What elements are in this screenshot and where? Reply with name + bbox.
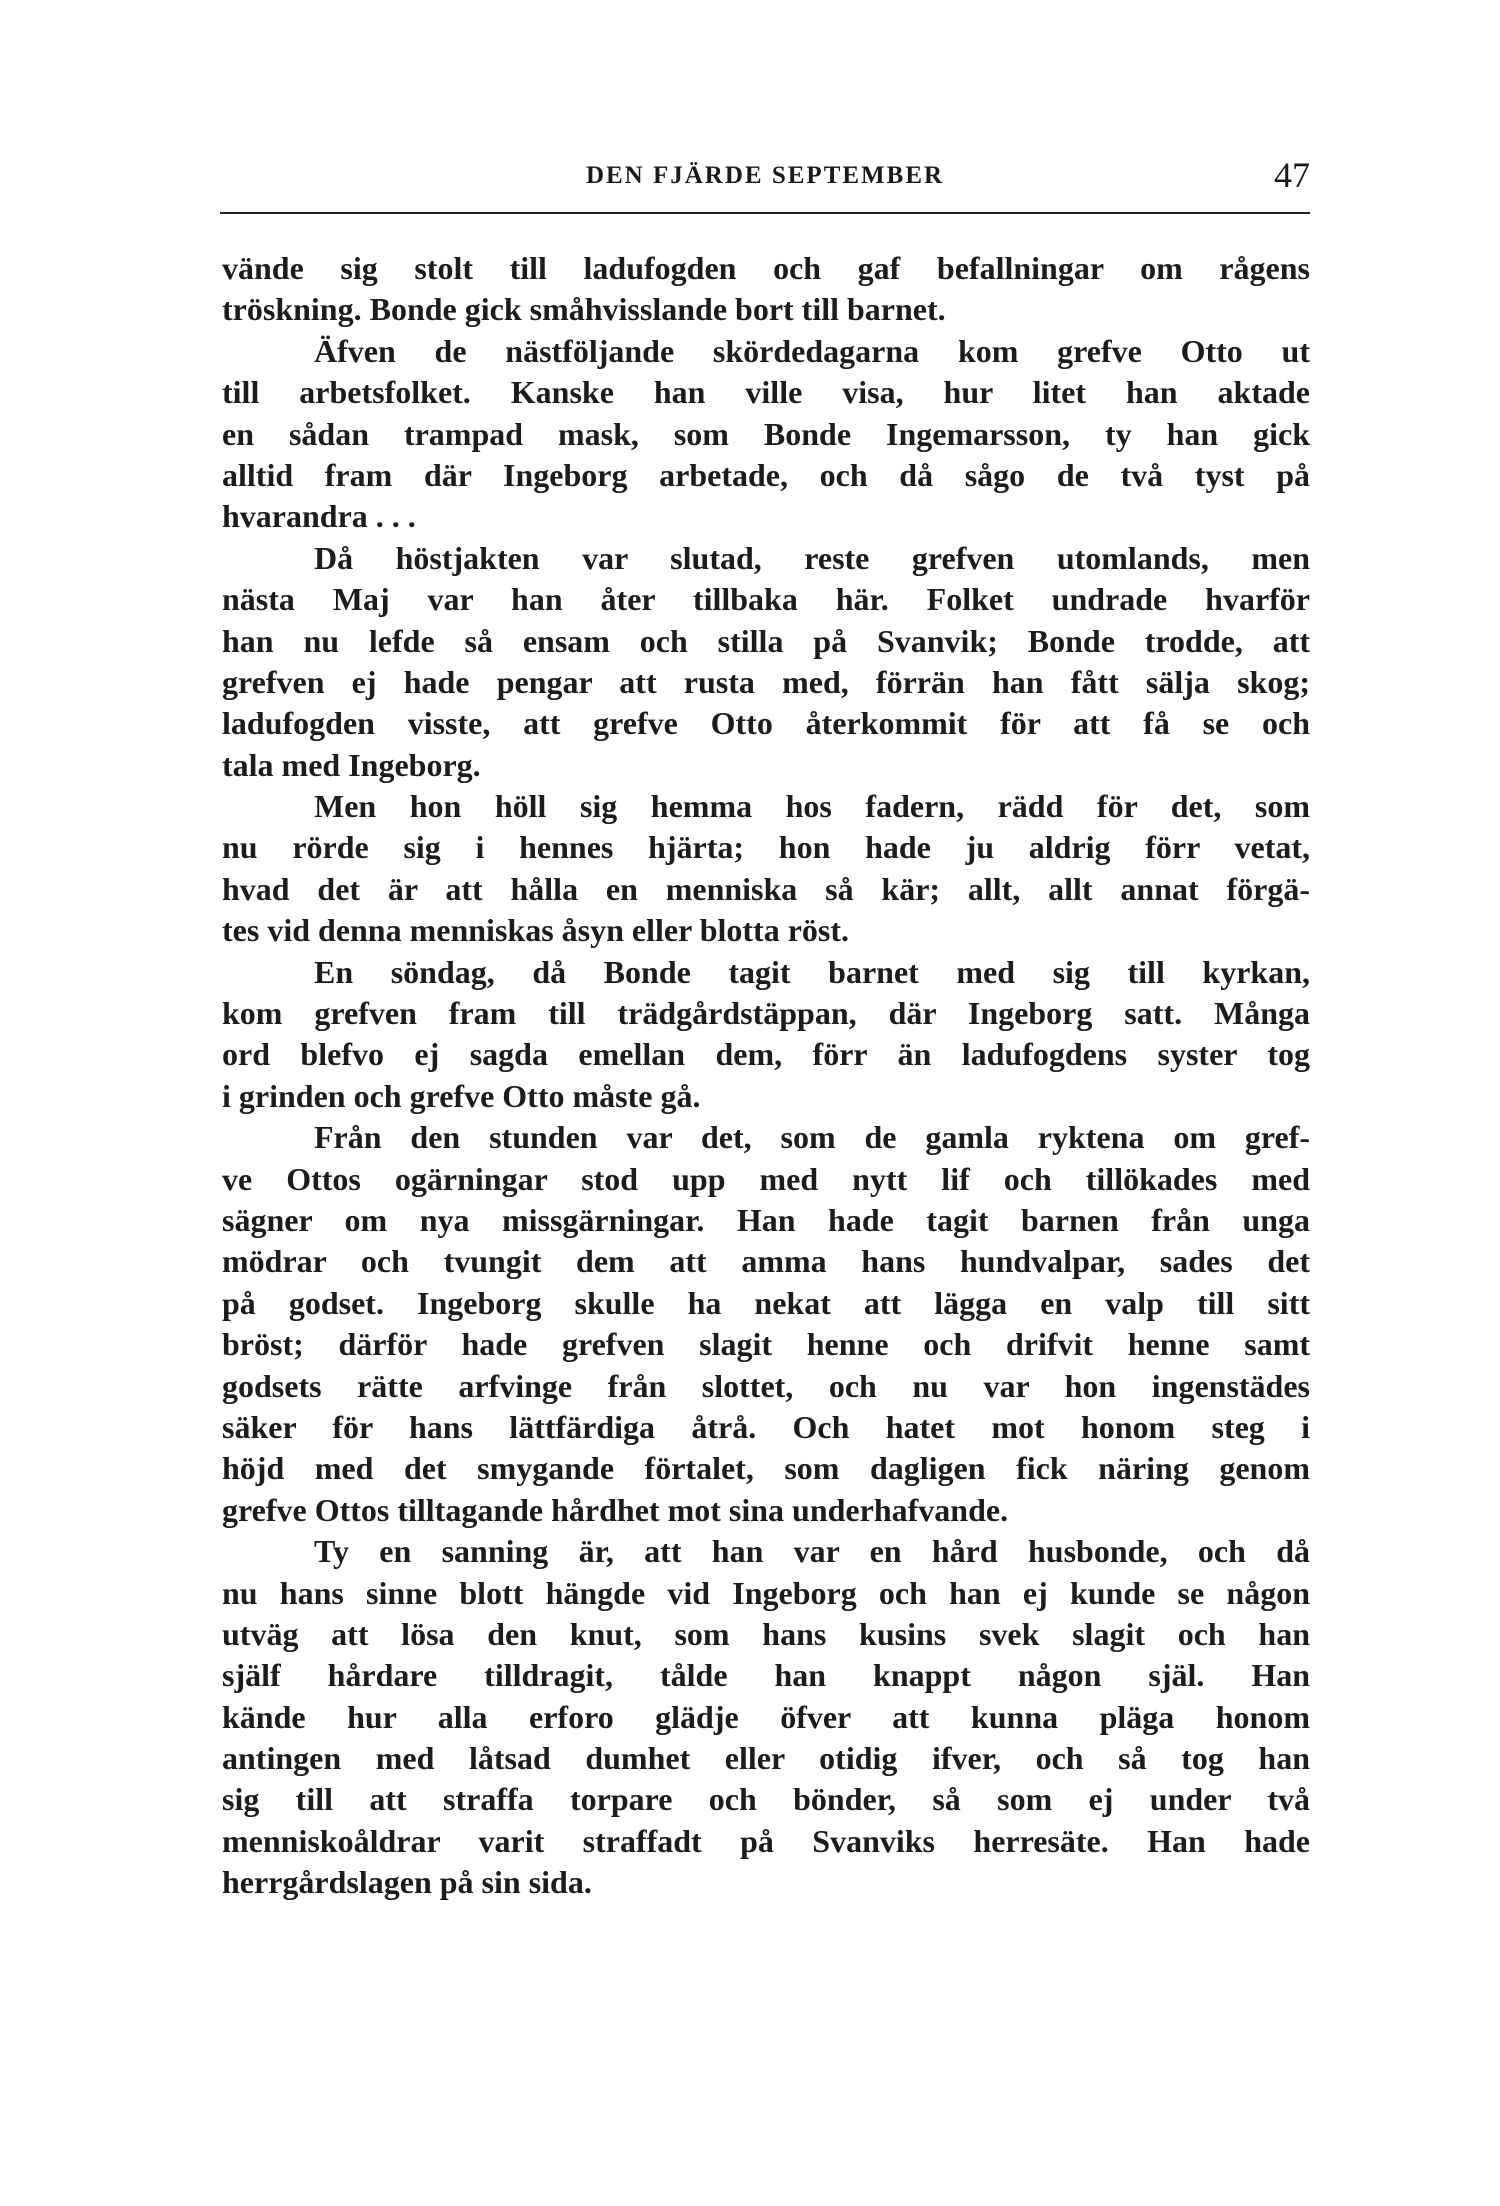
text-line: nu rörde sig i hennes hjärta; hon hade ju aldrig förr vetat, — [222, 829, 1310, 866]
text-line: bröst; därför hade grefven slagit henne och drifvit henne samt — [222, 1326, 1310, 1363]
text-line: En söndag, då Bonde tagit barnet med sig till kyrkan, — [314, 953, 1310, 990]
header-rule — [220, 212, 1310, 214]
text-line: tala med Ingeborg. — [222, 746, 481, 783]
text-line: kom grefven fram till trädgårdstäppan, där Ingeborg satt. Många — [222, 995, 1310, 1032]
text-line: en sådan trampad mask, som Bonde Ingemarsson, ty han gick — [222, 415, 1310, 452]
text-line: Men hon höll sig hemma hos fadern, rädd för det, som — [314, 788, 1310, 825]
text-line: hvad det är att hålla en menniska så kär; allt, allt annat förgä- — [222, 870, 1310, 907]
text-line: säker för hans lättfärdiga åtrå. Och hatet mot honom steg i — [222, 1408, 1310, 1445]
text-line: mödrar och tvungit dem att amma hans hundvalpar, sades det — [222, 1243, 1310, 1280]
text-line: i grinden och grefve Otto måste gå. — [222, 1077, 701, 1114]
text-line: Då höstjakten var slutad, reste grefven utomlands, men — [314, 539, 1310, 576]
text-line: grefven ej hade pengar att rusta med, förrän han fått sälja skog; — [222, 663, 1310, 700]
text-line: hvarandra . . . — [222, 498, 416, 535]
text-line: utväg att lösa den knut, som hans kusins svek slagit och han — [222, 1615, 1310, 1652]
text-line: alltid fram där Ingeborg arbetade, och då sågo de två tyst på — [222, 456, 1310, 493]
text-line: sig till att straffa torpare och bönder, så som ej under två — [222, 1781, 1310, 1818]
page-header — [220, 150, 1310, 210]
text-line: herrgårdslagen på sin sida. — [222, 1864, 592, 1901]
text-line: tes vid denna menniskas åsyn eller blotta röst. — [222, 912, 850, 949]
text-line: kände hur alla erforo glädje öfver att kunna pläga honom — [222, 1698, 1310, 1735]
text-line: ord blefvo ej sagda emellan dem, förr än ladufogdens syster tog — [222, 1036, 1310, 1073]
page-number: 47 — [1274, 155, 1310, 195]
text-line: nästa Maj var han åter tillbaka här. Folket undrade hvarför — [222, 581, 1310, 618]
text-line: han nu lefde så ensam och stilla på Svanvik; Bonde trodde, att — [222, 622, 1310, 659]
text-line: menniskoåldrar varit straffadt på Svanviks herresäte. Han hade — [222, 1822, 1310, 1859]
text-line: tröskning. Bonde gick småhvisslande bort till barnet. — [222, 291, 946, 328]
body-text — [222, 248, 1310, 1904]
text-line: grefve Ottos tilltagande hårdhet mot sina underhafvande. — [222, 1491, 1009, 1528]
text-line: Ty en sanning är, att han var en hård husbonde, och då — [314, 1533, 1310, 1570]
text-line: ladufogden visste, att grefve Otto återkommit för att få se och — [222, 705, 1310, 742]
text-line: ve Ottos ogärningar stod upp med nytt lif och tillökades med — [222, 1160, 1310, 1197]
text-line: nu hans sinne blott hängde vid Ingeborg och han ej kunde se någon — [222, 1574, 1310, 1611]
text-line: sägner om nya missgärningar. Han hade tagit barnen från unga — [222, 1201, 1310, 1238]
text-line: själf hårdare tilldragit, tålde han knappt någon själ. Han — [222, 1657, 1310, 1694]
text-line: höjd med det smygande förtalet, som dagligen fick näring genom — [222, 1450, 1310, 1487]
text-line: Från den stunden var det, som de gamla ryktena om gref- — [314, 1119, 1310, 1156]
text-line: på godset. Ingeborg skulle ha nekat att lägga en valp till sitt — [222, 1284, 1310, 1321]
text-line: antingen med låtsad dumhet eller otidig ifver, och så tog han — [222, 1740, 1310, 1777]
text-line: Äfven de nästföljande skördedagarna kom grefve Otto ut — [314, 332, 1310, 369]
text-line: till arbetsfolket. Kanske han ville visa, hur litet han aktade — [222, 374, 1310, 411]
running-title: DEN FJÄRDE SEPTEMBER — [585, 162, 945, 189]
text-line: vände sig stolt till ladufogden och gaf befallningar om rågens — [222, 250, 1310, 286]
text-line: godsets rätte arfvinge från slottet, och nu var hon ingenstädes — [222, 1367, 1310, 1404]
